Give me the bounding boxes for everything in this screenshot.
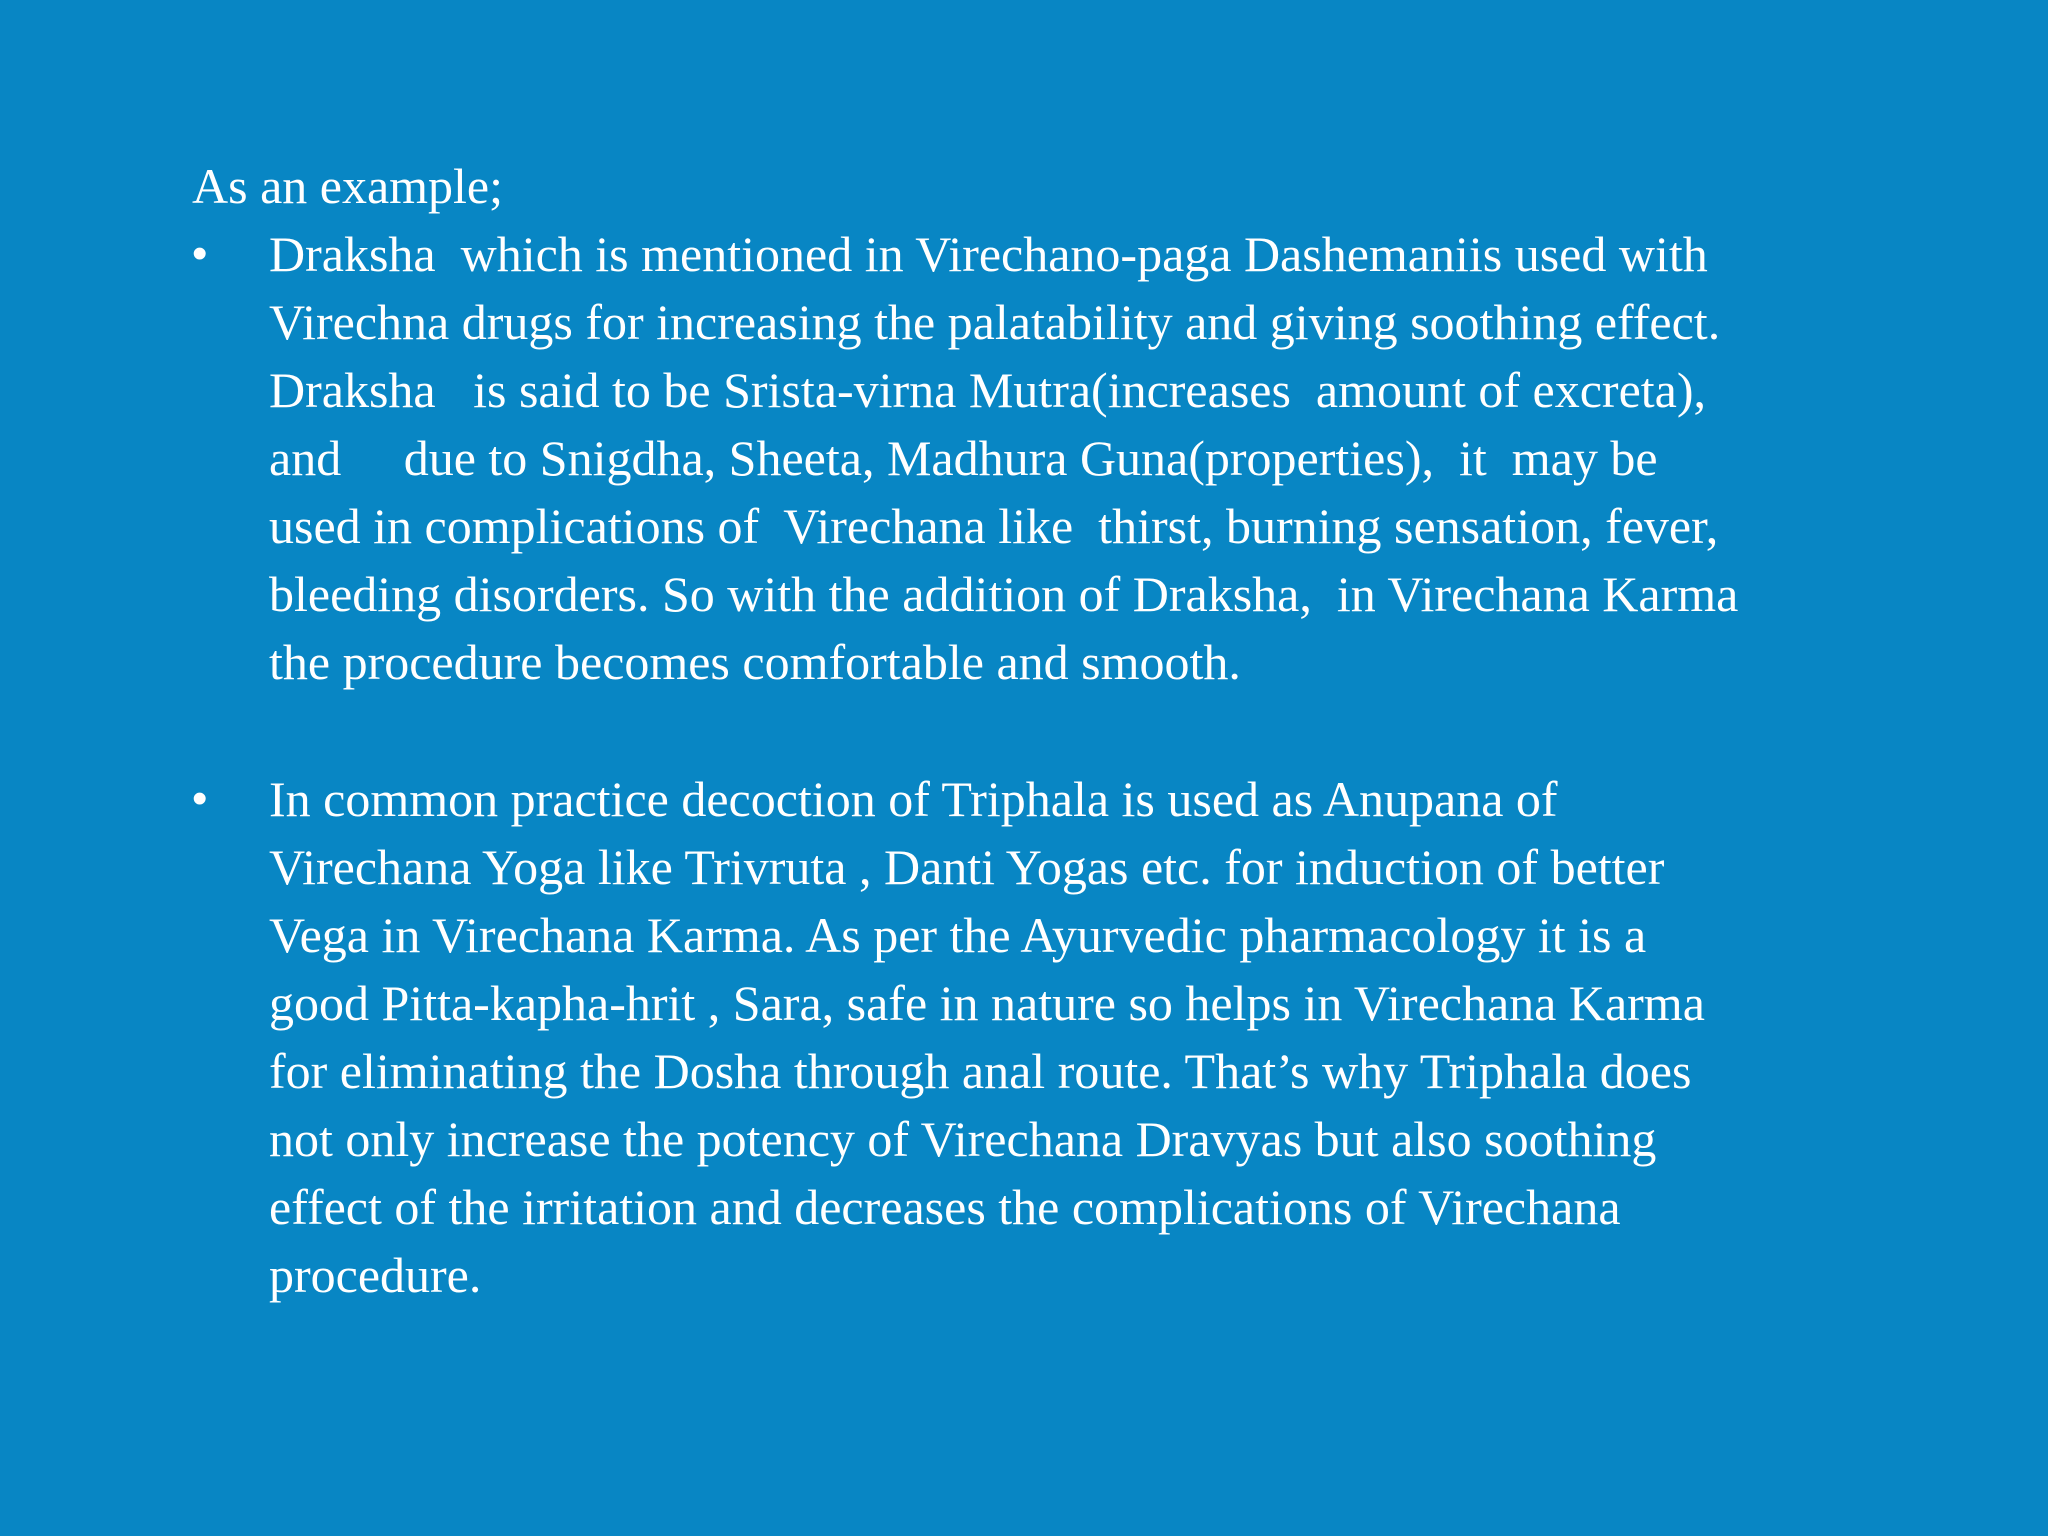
bullet-line: and due to Snigdha, Sheeta, Madhura Guna(properties), it may be <box>269 430 1658 486</box>
bullet-line: Draksha is said to be Srista-virna Mutra(increases amount of excreta), <box>269 362 1707 418</box>
bullet-line: Virechna drugs for increasing the palatability and giving soothing effect. <box>269 294 1721 350</box>
bullet-line: effect of the irritation and decreases the complications of Virechana <box>269 1179 1621 1235</box>
bullet-line: the procedure becomes comfortable and smooth. <box>269 634 1241 690</box>
bullet-line: not only increase the potency of Virechana Dravyas but also soothing <box>269 1111 1657 1167</box>
bullet-line: good Pitta-kapha-hrit , Sara, safe in nature so helps in Virechana Karma <box>269 975 1705 1031</box>
bullet-line: Draksha which is mentioned in Virechano-paga Dashemaniis used with <box>269 226 1708 282</box>
bullet-line: Vega in Virechana Karma. As per the Ayurvedic pharmacology it is a <box>269 907 1647 963</box>
bullet-line: for eliminating the Dosha through anal route. That’s why Triphala does <box>269 1043 1692 1099</box>
bullet-icon: • <box>192 774 208 823</box>
bullet-line: procedure. <box>269 1247 482 1303</box>
bullet-line: In common practice decoction of Triphala is used as Anupana of <box>269 771 1558 827</box>
intro-text: As an example; <box>192 158 504 214</box>
bullet-line: Virechana Yoga like Trivruta , Danti Yogas etc. for induction of better <box>269 839 1665 895</box>
bullet-line: used in complications of Virechana like thirst, burning sensation, fever, <box>269 498 1719 554</box>
bullet-line: bleeding disorders. So with the addition of Draksha, in Virechana Karma <box>269 566 1739 622</box>
bullet-icon: • <box>192 229 208 278</box>
